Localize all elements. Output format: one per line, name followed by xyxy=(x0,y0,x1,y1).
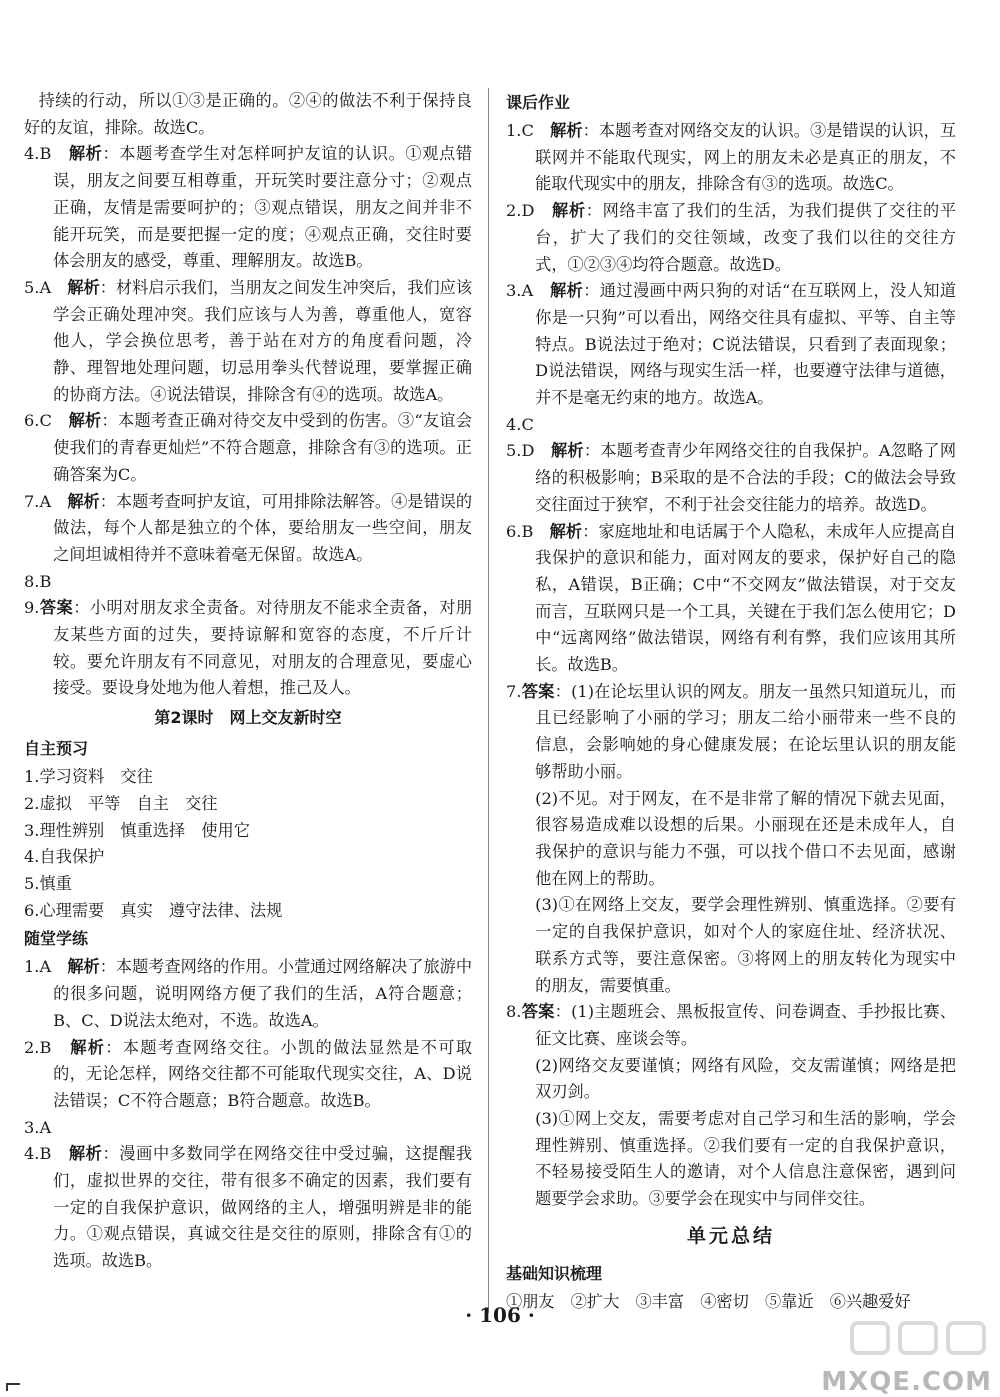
lesson-title: 第2课时 网上交友新时空 xyxy=(154,708,342,728)
homework-item-8-part-2: (2)网络交友要谨慎；网络有风险，交友需谨慎；网络是把双刃剑。 xyxy=(535,1055,956,1102)
preview-item: 5.慎重 xyxy=(24,873,72,893)
right-column xyxy=(506,88,956,1316)
answer-item-5: 5.A 解析：材料启示我们，当朋友之间发生冲突后，我们应该学会正确处理冲突。我们应该与人为善，尊重他人，宽容他人，学会换位思考，善于站在对方的角度看问题，冷静、理智地处理问题，切忌用拳头代替说理，要掌握正确的协商方法。④说法错误，排除含有④的选项。故选A。 xyxy=(24,277,473,404)
homework-item-7: 7.答案：(1)在论坛里认识的网友。朋友一虽然只知道玩儿，而且已经影响了小丽的学习；朋友二给小丽带来一些不良的信息，会影响她的身心健康发展；在论坛里认识的朋友能够帮助小丽。 xyxy=(506,681,957,781)
preview-item: 6.心理需要 真实 遵守法律、法规 xyxy=(24,900,283,920)
homework-item-7-part-3: (3)①在网络上交友，要学会理性辨别、慎重选择。②要有一定的自我保护意识，如对个人的家庭住址、经济状况、联系方式等，要注意保密。③将网上的朋友转化为现实中的朋友，需要慎重。 xyxy=(535,895,956,995)
section-title-homework: 课后作业 xyxy=(506,93,571,112)
homework-item-5: 5.D 解析：本题考查青少年网络交往的自我保护。A忽略了网络的积极影响；B采取的是不合法的手段；C的做法会导致交往面过于狭窄，不利于社会交往能力的培养。故选D。 xyxy=(506,441,957,514)
homework-item-7-part-2: (2)不见。对于网友，在不是非常了解的情况下就去见面，很容易造成难以设想的后果。小丽现在还是未成年人，自我保护的意识与能力不强，可以找个借口不去见面，感谢他在网上的帮助。 xyxy=(535,788,956,888)
corner-crop-mark xyxy=(6,1383,20,1391)
homework-item-2: 2.D 解析：网络丰富了我们的生活，为我们提供了交往的平台，扩大了我们的交往领域，改变了我们以往的交往方式，①②③④均符合题意。故选D。 xyxy=(506,201,957,274)
answer-item-7: 7.A 解析：本题考查呵护友谊，可用排除法解答。④是错误的做法，每个人都是独立的个体，要给朋友一些空间，朋友之间坦诚相待并不意味着毫无保留。故选A。 xyxy=(24,491,473,564)
practice-item-4: 4.B 解析：漫画中多数同学在网络交往中受过骗，这提醒我们，虚拟世界的交往，带有很多不确定的因素，我们要有一定的自我保护意识，做网络的主人，增强明辨是非的能力。①观点错误，真诚交往是交往的原则，排除含有①的选项。故选B。 xyxy=(24,1144,473,1271)
preview-item: 3.理性辨别 慎重选择 使用它 xyxy=(24,820,250,840)
homework-item-3: 3.A 解析：通过漫画中两只狗的对话“在互联网上，没人知道你是一只狗”可以看出，网络交往具有虚拟、平等、自主等特点。B说法过于绝对；C说法错误，只看到了表面现象；D说法错误，网络与现实生活一样，也要遵守法律与道德，并不是毫无约束的地方。故选A。 xyxy=(506,281,957,408)
practice-item-2: 2.B 解析：本题考查网络交往。小凯的做法显然是不可取的，无论怎样，网络交往都不可能取代现实交往，A、D说法错误；C不符合题意；B符合题意。故选B。 xyxy=(24,1037,473,1110)
homework-item-1: 1.C 解析：本题考查对网络交友的认识。③是错误的认识，互联网并不能取代现实，网上的朋友未必是真正的朋友，不能取代现实中的朋友，排除含有③的选项。故选C。 xyxy=(506,121,957,194)
answer-item-9: 9.答案：小明对朋友求全责备。对待朋友不能求全责备，对朋友某些方面的过失，要持谅解和宽容的态度，不斤斤计较。要允许朋友有不同意见，对朋友的合理意见，要虚心接受。要设身处地为他人着想，推己及人。 xyxy=(24,598,473,698)
unit-summary-title: 单元总结 xyxy=(686,1224,775,1247)
left-column xyxy=(24,88,472,1275)
answer-item-4: 4.B 解析：本题考查学生对怎样呵护友谊的认识。①观点错误，朋友之间要互相尊重，开玩笑时要注意分寸；②观点正确，友情是需要呵护的；③观点错误，朋友之间并非不能开玩笑，而是要把握一定的度；④观点正确，交往时要体会朋友的感受，尊重、理解朋友。故选B。 xyxy=(24,144,473,271)
homework-item-4: 4.C xyxy=(506,414,534,434)
section-title-basic-knowledge: 基础知识梳理 xyxy=(506,1263,603,1283)
section-title-practice: 随堂学练 xyxy=(24,929,89,949)
basic-knowledge-line: ①朋友 ②扩大 ③丰富 ④密切 ⑤靠近 ⑥兴趣爱好 xyxy=(506,1291,911,1311)
preview-item: 2.虚拟 平等 自主 交往 xyxy=(24,793,218,813)
watermark-text: MXQE.COM xyxy=(821,1367,992,1397)
practice-item-1: 1.A 解析：本题考查网络的作用。小萱通过网络解决了旅游中的很多问题，说明网络方便了我们的生活，A符合题意；B、C、D说法太绝对，不选。故选A。 xyxy=(24,957,473,1030)
homework-item-8: 8.答案：(1)主题班会、黑板报宣传、问卷调查、手抄报比赛、征文比赛、座谈会等。 xyxy=(506,1002,957,1048)
answer-continuation: 持续的行动，所以①③是正确的。②④的做法不利于保持良好的友谊，排除。故选C。 xyxy=(24,91,472,137)
answer-item-6: 6.C 解析：本题考查正确对待交友中受到的伤害。③“友谊会使我们的青春更灿烂”不符合题意，排除含有③的选项。正确答案为C。 xyxy=(24,411,473,484)
section-title-preview: 自主预习 xyxy=(24,739,89,759)
answer-item-8: 8.B xyxy=(24,571,52,591)
practice-item-3: 3.A xyxy=(24,1117,52,1137)
homework-item-8-part-3: (3)①网上交友，需要考虑对自己学习和生活的影响，学会理性辨别、慎重选择。②我们要有一定的自我保护意识，不轻易接受陌生人的邀请，对个人信息注意保密，遇到问题要学会求助。③要学会在现实中与同伴交往。 xyxy=(535,1109,956,1209)
preview-item: 1.学习资料 交往 xyxy=(24,767,153,787)
preview-item: 4.自我保护 xyxy=(24,847,105,867)
column-divider xyxy=(488,88,489,1313)
page-number: · 106 · xyxy=(465,1303,535,1327)
homework-item-6: 6.B 解析：家庭地址和电话属于个人隐私，未成年人应提高自我保护的意识和能力，面对网友的要求，保护好自己的隐私，A错误，B正确；C中“不交网友”做法错误，对于交友而言，互联网只是一个工具，关键在于我们怎么使用它；D中“远离网络”做法错误，网络有利有弊，我们应该用其所长。故选B。 xyxy=(506,521,957,675)
